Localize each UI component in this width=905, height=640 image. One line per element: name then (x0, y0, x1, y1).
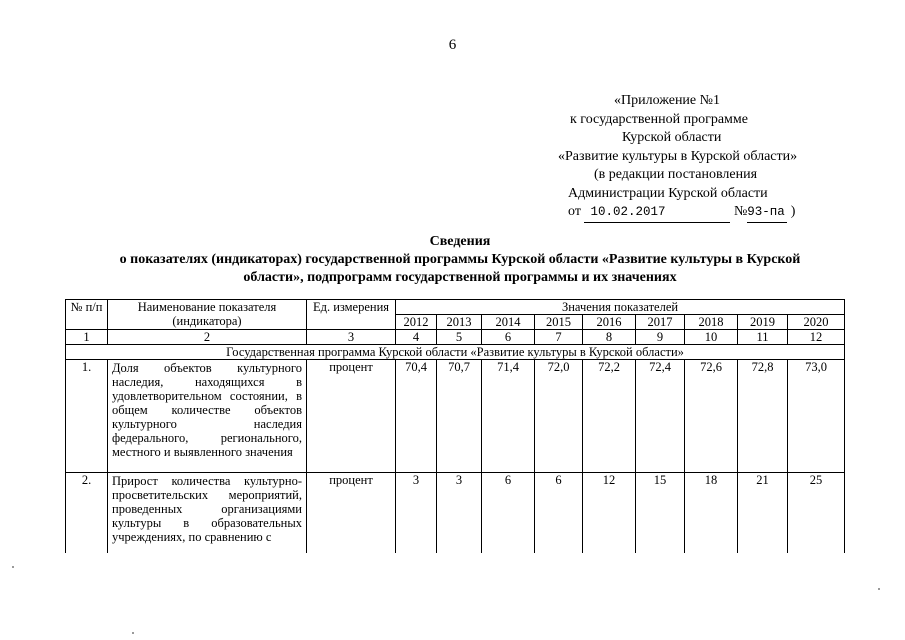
indicator-unit: процент (307, 360, 396, 473)
resolution-number: 93-па (747, 203, 787, 223)
column-number: 7 (535, 330, 583, 345)
header-num: № п/п (66, 300, 108, 330)
appendix-line-3: Курской области (622, 130, 722, 145)
scan-speck (878, 588, 880, 590)
table-row (66, 473, 845, 553)
row-number: 1. (66, 360, 108, 473)
header-name: Наименование показателя (индикатора) (108, 300, 307, 330)
year-cell: 2015 (535, 315, 583, 330)
value-cell: 21 (738, 473, 788, 553)
value-cell: 70,7 (437, 360, 482, 473)
indicators-table (65, 299, 845, 553)
section-row (66, 345, 845, 360)
column-number: 12 (788, 330, 845, 345)
indicator-name: Доля объектов культурного наследия, находящихся в удовлетворительном состоянии, в общем количестве объектов культурного наследия федерального, регионального, местного и выявленного значения (108, 360, 307, 473)
year-cell: 2014 (482, 315, 535, 330)
value-cell: 70,4 (396, 360, 437, 473)
year-cell: 2017 (636, 315, 685, 330)
scan-speck (132, 632, 134, 634)
column-number: 9 (636, 330, 685, 345)
appendix-line-6: Администрации Курской области (568, 185, 768, 201)
column-numbers-row (66, 330, 845, 345)
header-unit: Ед. измерения (307, 300, 396, 330)
column-number: 5 (437, 330, 482, 345)
year-cell: 2018 (685, 315, 738, 330)
appendix-line-1: «Приложение №1 (614, 93, 720, 108)
indicator-unit: процент (307, 473, 396, 553)
appendix-date-line (552, 203, 842, 223)
column-number: 4 (396, 330, 437, 345)
page-number: 6 (448, 37, 457, 53)
appendix-block (552, 92, 842, 223)
value-cell: 72,4 (636, 360, 685, 473)
value-cell: 3 (437, 473, 482, 553)
column-number: 10 (685, 330, 738, 345)
value-cell: 72,2 (583, 360, 636, 473)
value-cell: 3 (396, 473, 437, 553)
value-cell: 72,0 (535, 360, 583, 473)
indicator-name: Прирост количества культурно-просветительских мероприятий, проведенных организациями культуры в образовательных учреждениях, по сравнению с (108, 473, 307, 553)
resolution-date: 10.02.2017 (584, 203, 730, 223)
appendix-line-4: «Развитие культуры в Курской области» (558, 148, 798, 164)
value-cell: 15 (636, 473, 685, 553)
date-prefix: от (568, 204, 581, 219)
document-heading (60, 233, 860, 287)
value-cell: 6 (482, 473, 535, 553)
header-row (66, 300, 845, 315)
value-cell: 25 (788, 473, 845, 553)
column-number: 1 (66, 330, 108, 345)
heading-title: Сведения (429, 234, 491, 249)
column-number: 2 (108, 330, 307, 345)
appendix-line-5: (в редакции постановления (594, 167, 758, 182)
value-cell: 72,6 (685, 360, 738, 473)
value-cell: 72,8 (738, 360, 788, 473)
number-prefix: № (733, 204, 748, 219)
table-row (66, 360, 845, 473)
year-cell: 2013 (437, 315, 482, 330)
section-title: Государственная программа Курской области «Развитие культуры в Курской области» (66, 345, 845, 360)
column-number: 11 (738, 330, 788, 345)
value-cell: 71,4 (482, 360, 535, 473)
value-cell: 18 (685, 473, 738, 553)
heading-subtitle: о показателях (индикаторах) государственной программы Курской области «Развитие культуры в Курской области», подпрограмм государственной программы и их значениях (119, 252, 801, 285)
year-cell: 2019 (738, 315, 788, 330)
year-cell: 2012 (396, 315, 437, 330)
header-values: Значения показателей (396, 300, 845, 315)
scan-speck (12, 566, 14, 568)
value-cell: 73,0 (788, 360, 845, 473)
column-number: 8 (583, 330, 636, 345)
column-number: 6 (482, 330, 535, 345)
value-cell: 12 (583, 473, 636, 553)
column-number: 3 (307, 330, 396, 345)
year-cell: 2016 (583, 315, 636, 330)
closing-paren: ) (790, 204, 796, 219)
row-number: 2. (66, 473, 108, 553)
value-cell: 6 (535, 473, 583, 553)
appendix-line-2: к государственной программе (570, 111, 748, 127)
year-cell: 2020 (788, 315, 845, 330)
